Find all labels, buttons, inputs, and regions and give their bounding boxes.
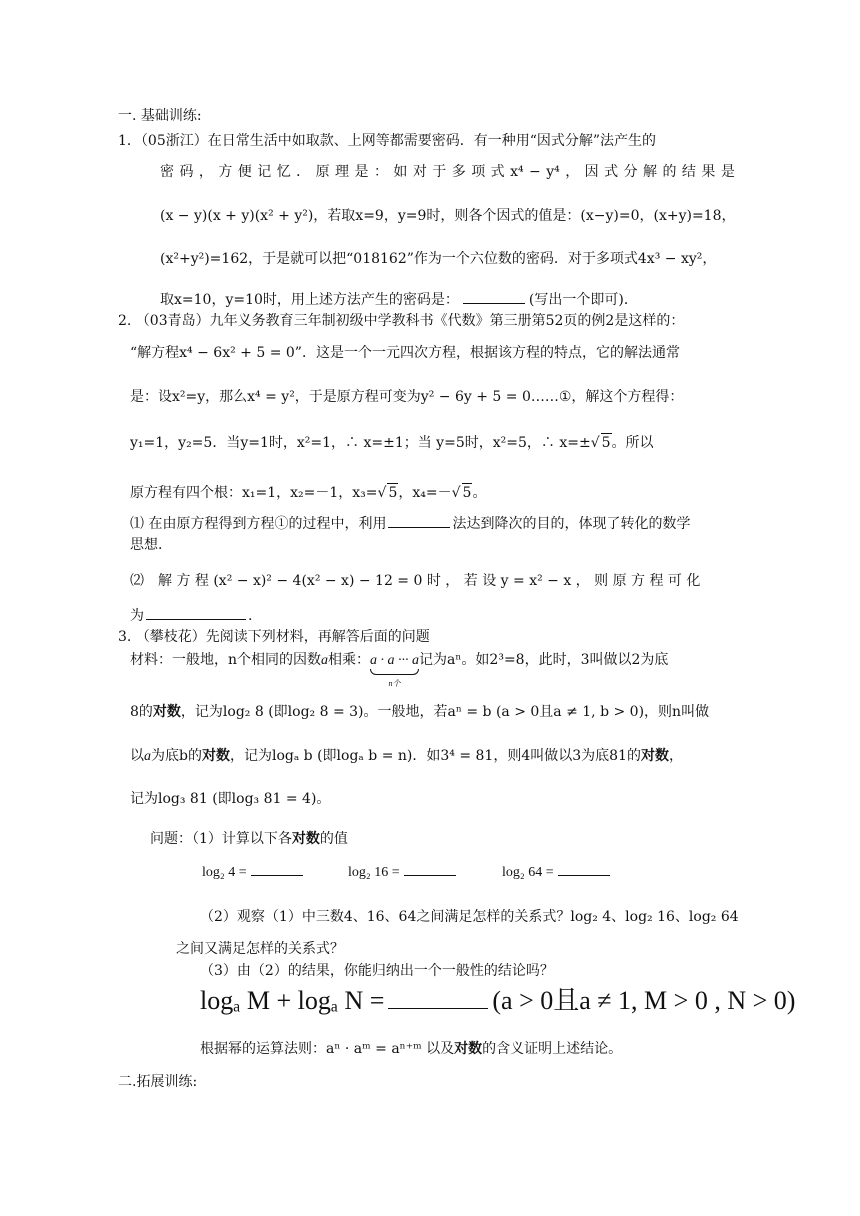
q3-line-4-c: 为底b的 <box>151 748 202 764</box>
q2-part-1-blank[interactable] <box>388 514 450 528</box>
q2-part-2-tail: . <box>248 608 253 624</box>
sqrt-icon: √ <box>451 485 461 501</box>
q2-part-1 <box>130 514 690 533</box>
q3-question-1 <box>150 830 348 848</box>
calc-1-blank[interactable] <box>251 862 303 876</box>
q1-line-5-text: 取x=10，y=10时，用上述方法产生的密码是： <box>160 292 459 308</box>
q3-line-3-c: ，记为log₂ 8 (即log₂ 8 = 3)。一般地，若aⁿ = b (a > 0且a ≠ 1, b > 0)，则n叫做 <box>180 704 710 720</box>
proof-c: 的含义证明上述结论。 <box>482 1041 623 1057</box>
calc-2-expr: log₂ 16 = <box>348 865 400 880</box>
q3-line-5: 记为log₃ 81 (即log₃ 81 = 4)。 <box>130 791 331 807</box>
q3-line-4-e: ，记为logₐ b (即logₐ b = n)．如3⁴ = 81，则4叫做以3为底81的 <box>229 748 641 764</box>
q3-line-3 <box>130 703 709 721</box>
var-a: a <box>144 749 151 764</box>
general-formula <box>200 986 795 1016</box>
q1-line-5 <box>160 290 638 309</box>
q2-part-2-prefix: 为 <box>130 608 144 624</box>
underbrace-label: n个 <box>388 679 401 688</box>
sqrt-radicand: 5 <box>462 485 472 501</box>
q3-question-2: （2）观察（1）中三数4、16、64之间满足怎样的关系式？log₂ 4、log₂ 16、log₂ 64 <box>200 909 739 925</box>
q2-line-4 <box>130 433 654 452</box>
product-underbrace <box>370 652 420 688</box>
q3-question-1-c: 的值 <box>319 831 348 847</box>
q3-question-2-cont: 之间又满足怎样的关系式？ <box>176 941 344 957</box>
calc-1-expr: log₂ 4 = <box>202 865 247 880</box>
q3-question-1-a: 问题：（1）计算以下各 <box>150 831 292 847</box>
calc-item-3 <box>502 862 610 882</box>
q3-line-4-bold: 对数 <box>201 748 230 764</box>
q2-part-2-blank[interactable] <box>146 606 246 620</box>
calc-2-blank[interactable] <box>404 862 456 876</box>
product-expression: a · a ··· a <box>370 653 420 668</box>
q1-line-2: 密 码 ， 方 便 记 忆 ． 原 理 是 ： 如 对 于 多 项 式 x⁴ − y⁴ ， 因 式 分 解 的 结 果 是 <box>160 164 735 180</box>
var-a: a <box>321 653 329 668</box>
q2-part-2-cont <box>130 606 252 625</box>
q3-line-2-mid: 相乘： <box>328 652 371 668</box>
q3-line-2-tail: 记为aⁿ。如2³=8，此时，3叫做以2为底 <box>419 652 669 668</box>
q1-line-1: 1．（05浙江）在日常生活中如取款、上网等都需要密码．有一种用“因式分解”法产生的 <box>118 133 657 149</box>
proof-a: 根据幂的运算法则：aⁿ · aᵐ = aⁿ⁺ᵐ 以及 <box>200 1041 455 1057</box>
q2-part-1-cont: 思想. <box>130 537 163 553</box>
sqrt-radicand: 5 <box>601 435 611 451</box>
q3-line-2-text: 材料：一般地，n个相同的因数 <box>130 652 322 668</box>
q1-line-5-tail: (写出一个即可)． <box>528 292 638 308</box>
q1-answer-blank[interactable] <box>463 290 525 304</box>
q3-line-3-bold: 对数 <box>152 704 181 720</box>
calc-item-2 <box>348 862 456 882</box>
q2-line-4-tail: 。所以 <box>611 435 654 451</box>
q3-line-1: 3. （攀枝花）先阅读下列材料，再解答后面的问题 <box>118 629 430 645</box>
q3-question-3: （3）由（2）的结果，你能归纳出一个一般性的结论吗？ <box>200 963 554 979</box>
section-basic-title: 一. 基础训练: <box>118 108 202 124</box>
calc-3-blank[interactable] <box>558 862 610 876</box>
calc-item-1 <box>202 862 303 882</box>
sqrt-icon: √ <box>377 485 387 501</box>
q2-part-1-text: ⑴ 在由原方程得到方程①的过程中，利用 <box>130 516 387 532</box>
formula-condition: (a > 0且a ≠ 1, M > 0 , N > 0) <box>492 986 796 1015</box>
calc-3-expr: log₂ 64 = <box>502 865 554 880</box>
q2-line-3: 是：设x²=y，那么x⁴ = y²，于是原方程可变为y² − 6y + 5 = 0……①，解这个方程得： <box>130 389 684 405</box>
q3-line-2 <box>130 651 669 688</box>
q1-line-4: (x²+y²)=162，于是就可以把“018162”作为一个六位数的密码．对于多项式4x³ − xy²， <box>160 251 717 267</box>
section-extended-title: 二.拓展训练: <box>118 1074 198 1090</box>
q1-line-3: (x − y)(x + y)(x² + y²)，若取x=9，y=9时，则各个因式的值是：(x−y)=0，(x+y)=18， <box>160 208 736 224</box>
q2-part-1-tail: 法达到降次的目的，体现了转化的数学 <box>452 516 691 532</box>
formula-left: logₐ M + logₐ N = <box>200 986 385 1015</box>
sqrt-radicand: 5 <box>388 485 398 501</box>
q2-line-2: “解方程x⁴ − 6x² + 5 = 0”．这是一个一元四次方程，根据该方程的特点，它的解法通常 <box>130 345 680 361</box>
q3-line-4-bold2: 对数 <box>640 748 669 764</box>
q2-line-1: 2. （03青岛）九年义务教育三年制初级中学教科书《代数》第三册第52页的例2是这样的： <box>118 313 685 329</box>
q2-line-5-text: 原方程有四个根：x₁=1，x₂=－1，x₃= <box>130 485 378 501</box>
q2-line-5 <box>130 483 486 502</box>
sqrt-icon: √ <box>590 435 600 451</box>
q2-line-5-end: 。 <box>472 485 487 501</box>
formula-blank[interactable] <box>388 986 488 1009</box>
q3-line-4-g: ， <box>668 748 683 764</box>
q3-line-3-a: 8的 <box>130 704 153 720</box>
q2-line-4-text: y₁=1，y₂=5．当y=1时，x²=1，∴ x=±1；当 y=5时，x²=5，∴ x=± <box>130 435 591 451</box>
q3-question-1-bold: 对数 <box>291 831 320 847</box>
proof-bold: 对数 <box>454 1041 483 1057</box>
q3-line-4 <box>130 747 683 766</box>
q2-part-2: ⑵ 解 方 程 (x² − x)² − 4(x² − x) − 12 = 0 时 ， 若 设 y = x² − x ， 则 原 方 程 可 化 <box>130 573 701 589</box>
proof-instruction <box>200 1040 622 1058</box>
q2-line-5-mid: ，x₄=－ <box>398 485 452 501</box>
q3-line-4-a: 以 <box>130 748 144 764</box>
